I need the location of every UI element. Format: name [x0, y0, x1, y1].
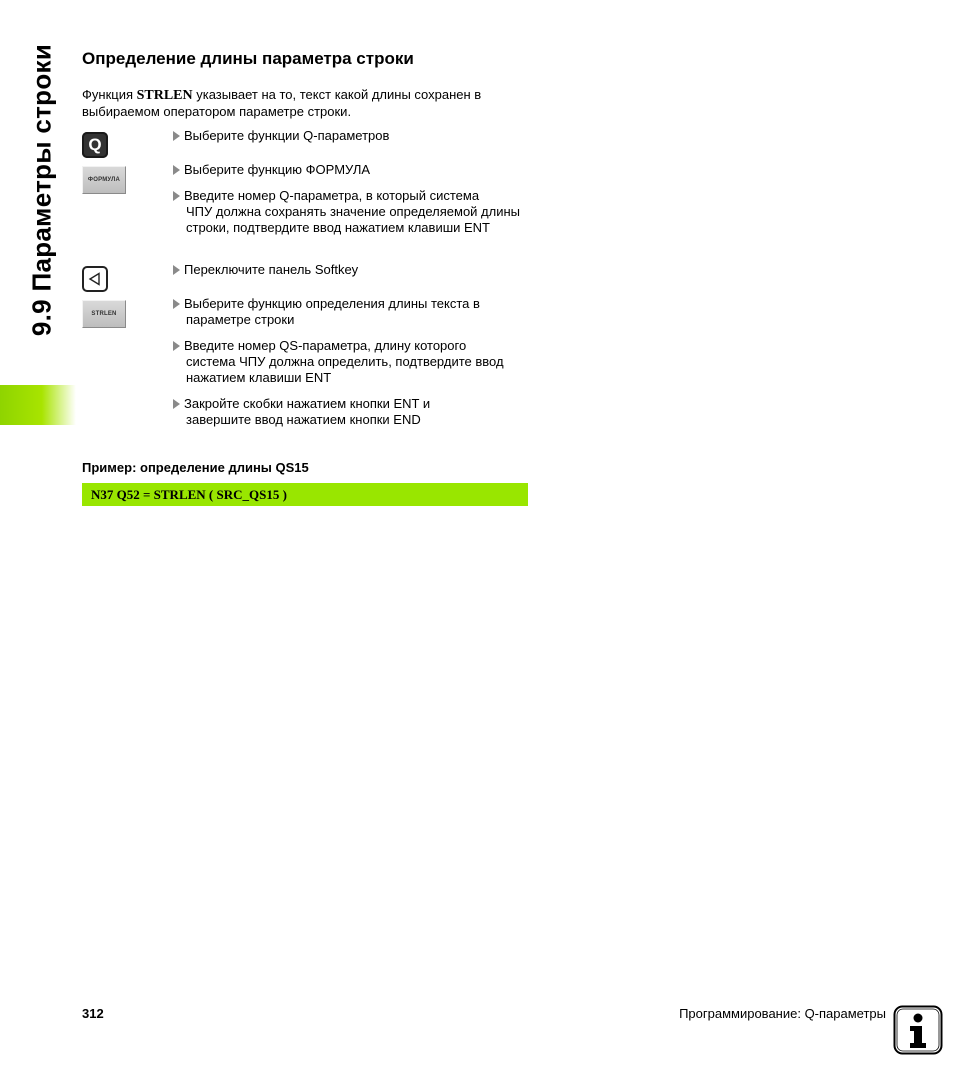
step-text: Введите номер Q-параметра, в который система: [184, 188, 480, 203]
arrow-left-key-icon: [82, 266, 108, 292]
step-text: Выберите функции Q-параметров: [184, 128, 390, 143]
step-text: Введите номер QS-параметра, длину которого: [184, 338, 467, 353]
intro-paragraph: [82, 87, 532, 120]
intro-prefix: Функция: [82, 87, 137, 102]
strlen-softkey-label: STRLEN: [91, 311, 117, 317]
example-title: Пример: определение длины QS15: [82, 460, 309, 475]
step-item: [173, 188, 533, 236]
bullet-arrow-icon: [173, 341, 180, 351]
q-key-icon: [82, 132, 108, 158]
step-text-continued: система ЧПУ должна определить, подтвердите ввод нажатием клавиши ENT: [186, 354, 504, 385]
step-item: [173, 262, 533, 278]
step-text-continued: ЧПУ должна сохранять значение определяемой длины строки, подтвердите ввод нажатием клавиши ENT: [186, 204, 521, 235]
page-number: 312: [82, 1006, 104, 1021]
bullet-arrow-icon: [173, 191, 180, 201]
step-text: Закройте скобки нажатием кнопки ENT и: [184, 396, 431, 411]
step-text-continued: завершите ввод нажатием кнопки END: [186, 412, 421, 427]
step-item: [173, 128, 533, 144]
bullet-arrow-icon: [173, 131, 180, 141]
page-heading: Определение длины параметра строки: [82, 49, 414, 68]
step-item: [173, 338, 533, 386]
step-item: [173, 396, 533, 428]
intro-keyword: STRLEN: [136, 88, 193, 103]
step-text: Выберите функцию определения длины текста в: [184, 296, 480, 311]
bullet-arrow-icon: [173, 399, 180, 409]
step-item: [173, 162, 533, 178]
section-title: 9.9 Параметры строки: [26, 43, 57, 337]
bullet-arrow-icon: [173, 165, 180, 175]
intro-suffix: указывает на то, текст какой длины сохранен в выбираемом оператором параметре строки.: [82, 87, 482, 119]
arrow-left-icon: [88, 272, 102, 286]
info-icon: [893, 1005, 943, 1055]
example-code-block: N37 Q52 = STRLEN ( SRC_QS15 ): [82, 483, 528, 506]
bullet-arrow-icon: [173, 299, 180, 309]
q-key-label: Q: [88, 135, 102, 154]
formula-softkey-icon: [82, 166, 126, 194]
step-text: Переключите панель Softkey: [184, 262, 359, 277]
section-title-vertical: [22, 40, 62, 340]
strlen-softkey-icon: [82, 300, 126, 328]
step-text: Выберите функцию ФОРМУЛА: [184, 162, 371, 177]
formula-softkey-label: ФОРМУЛА: [87, 177, 121, 183]
step-text-continued: параметре строки: [186, 312, 295, 327]
step-item: [173, 296, 533, 328]
bullet-arrow-icon: [173, 265, 180, 275]
section-tab-marker: [0, 385, 76, 425]
chapter-title: Программирование: Q-параметры: [679, 1006, 886, 1021]
